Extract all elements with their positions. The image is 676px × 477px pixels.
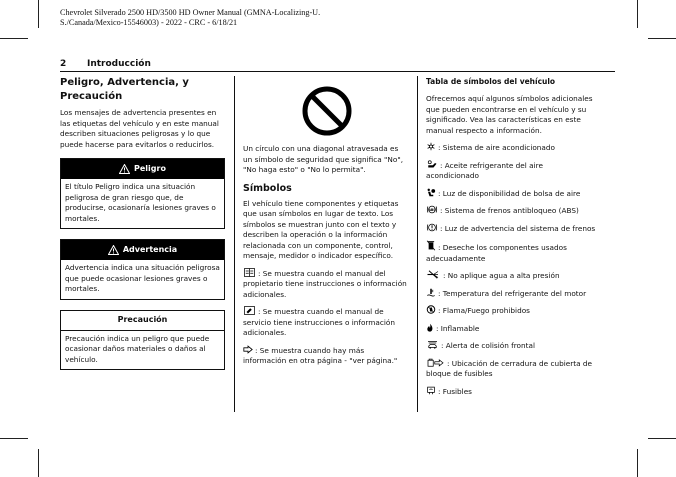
service-symbol-text: : Se muestra cuando el manual de servicio tiene instrucciones o información adicionales. [243, 307, 396, 337]
symbol-entry [426, 205, 596, 217]
document-header [60, 8, 320, 28]
section-heading: Símbolos [243, 182, 292, 194]
column-divider [417, 76, 418, 412]
symbol-entry [426, 160, 596, 182]
symbols-table-intro: Ofrecemos aquí algunos símbolos adicionales que pueden encontrarse en el vehículo y su significado. Vea las características en este manual respecto a información. [426, 94, 593, 135]
symbol-text: : Luz de advertencia del sistema de frenos [440, 223, 596, 233]
warning-triangle-icon [108, 245, 119, 255]
owners-manual-icon [243, 268, 256, 277]
intro-paragraph: Los mensajes de advertencia presentes en las etiquetas del vehículo y en este manual describen situaciones peligrosas y lo que puede hacerse para evitarlos o reducirlos. [60, 108, 219, 149]
symbol-text: : Aceite refrigerante del aire acondicionado [426, 160, 543, 180]
crop-mark [38, 0, 39, 28]
symbol-text: : Sistema de aire acondicionado [438, 143, 556, 152]
crop-mark [0, 438, 28, 439]
warning-body: Advertencia indica una situación peligrosa que puede ocasionar lesiones graves o mortales. [65, 263, 220, 293]
symbol-entry [426, 340, 596, 352]
prohibition-icon [300, 84, 354, 138]
document-header-line: S./Canada/Mexico-15546003) - 2022 - CRC - 6/18/21 [60, 18, 238, 27]
caution-title: Precaución [117, 314, 168, 324]
forward-collision-icon [426, 340, 439, 349]
symbols-table-heading: Tabla de símbolos del vehículo [426, 77, 556, 86]
symbol-entry [426, 323, 596, 335]
prohibition-caption: Un círculo con una diagonal atravesada es un símbolo de seguridad que significa "No", "No haga esto" o "No lo permita". [243, 144, 404, 174]
symbol-text: : Ubicación de cerradura de cubierta de bloque de fusibles [426, 358, 593, 378]
section-title: Introducción [87, 59, 151, 69]
brake-warning-icon [426, 223, 438, 232]
crop-mark [648, 438, 676, 439]
page-header [60, 58, 615, 72]
symbol-entry [426, 188, 596, 200]
page-number: 2 [60, 59, 67, 69]
warning-triangle-icon [119, 164, 130, 174]
document-header-line: Chevrolet Silverado 2500 HD/3500 HD Owner Manual (GMNA-Localizing-U. [60, 8, 321, 17]
abs-icon [426, 205, 438, 214]
refrigerant-oil-icon [426, 160, 438, 169]
page-ref-symbol-text: : Se muestra cuando hay más información en otra página - "ver página." [243, 345, 398, 365]
warning-box [60, 239, 225, 300]
symbol-text: : Inflamable [436, 323, 480, 333]
svg-text:ABS: ABS [428, 207, 436, 212]
symbol-entry [426, 240, 596, 264]
flammable-icon [426, 323, 434, 332]
symbol-text: : No aplique agua a alta presión [443, 271, 560, 280]
symbol-text: : Deseche los componentes usados adecuadamente [426, 243, 567, 263]
disposal-icon [426, 240, 436, 251]
warning-header [61, 240, 224, 260]
caution-header [61, 311, 224, 331]
danger-header [61, 159, 224, 179]
crop-mark [38, 449, 39, 477]
danger-title: Peligro [134, 163, 166, 173]
symbol-text: : Flama/Fuego prohibidos [438, 306, 530, 315]
crop-mark [637, 449, 638, 477]
symbols-intro: El vehículo tiene componentes y etiquetas que usan símbolos en lugar de texto. Los símbolos se muestran junto con el texto y describen la operación o la información relacionada con un componente, control, mensaje, medidor o indicador específico. [243, 198, 399, 260]
danger-box [60, 158, 225, 229]
caution-box [60, 310, 225, 371]
page-ref-symbol-line [243, 345, 408, 367]
ac-icon [426, 142, 436, 151]
symbol-entry [426, 386, 596, 398]
prohibition-figure [243, 76, 408, 144]
no-flame-icon [426, 305, 436, 314]
fuse-cover-latch-icon [426, 358, 445, 367]
danger-body: El título Peligro indica una situación peligrosa de gran riesgo que, de producirse, ocasionaría lesiones graves o mortales. [65, 182, 216, 223]
crop-mark [637, 0, 638, 28]
crop-mark [0, 38, 28, 39]
no-high-pressure-icon [426, 270, 441, 279]
fuse-icon [426, 386, 436, 395]
crop-mark [648, 38, 676, 39]
warning-title: Advertencia [122, 244, 178, 254]
manual-symbol-text: : Se muestra cuando el manual del propietario tiene instrucciones o información adicionales. [243, 268, 407, 299]
column-divider [234, 76, 235, 412]
symbol-entry [426, 142, 596, 154]
arrow-right-icon [243, 345, 253, 354]
symbol-text: : Temperatura del refrigerante del motor [438, 288, 587, 298]
symbol-entry [426, 358, 596, 380]
manual-symbol-line [243, 268, 408, 301]
coolant-temp-icon [426, 288, 436, 297]
symbol-text: : Fusibles [438, 386, 472, 396]
column-left [60, 76, 225, 380]
symbol-entry [426, 270, 596, 282]
symbol-entry [426, 223, 596, 235]
symbol-entry [426, 288, 596, 300]
caution-body: Precaución indica un peligro que puede ocasionar daños materiales o daños al vehículo. [65, 333, 210, 364]
column-middle [243, 76, 408, 373]
symbol-text: : Luz de disponibilidad de bolsa de aire [438, 188, 581, 198]
symbol-entry [426, 305, 596, 317]
airbag-icon [426, 188, 436, 197]
symbol-text: : Alerta de colisión frontal [441, 341, 536, 350]
symbol-text: : Sistema de frenos antibloqueo (ABS) [440, 206, 579, 215]
service-symbol-line [243, 306, 408, 339]
service-manual-icon [243, 306, 256, 315]
column-right [426, 76, 596, 403]
section-heading: Peligro, Advertencia, y Precaución [60, 77, 189, 102]
